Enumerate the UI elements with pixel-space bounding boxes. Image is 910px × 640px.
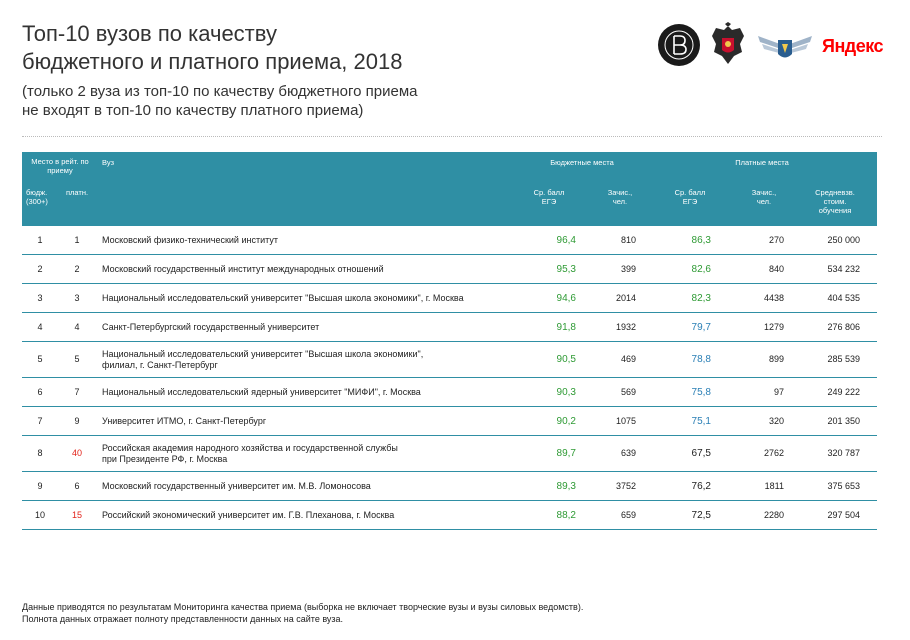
paid-admitted: 2280 (763, 509, 784, 520)
subtitle-line-1: (только 2 вуза из топ-10 по качеству бюджетного приема (22, 83, 418, 100)
header-paid-avg-score: Ср. балл ЕГЭ (674, 188, 706, 206)
avg-cost: 534 232 (827, 263, 860, 274)
rosobrnadzor-emblem-icon (756, 26, 814, 66)
header-budget-group: Бюджетные места (550, 158, 614, 167)
paid-rank: 4 (74, 321, 80, 332)
university-name (102, 255, 542, 283)
university-name-line-1: Российский экономический университет им. Г.В. Плеханова, г. Москва (102, 509, 395, 520)
budget-avg-score: 88,2 (556, 509, 576, 521)
paid-rank: 15 (71, 509, 82, 520)
university-name-line-2: при Президенте РФ, г. Москва (102, 453, 228, 464)
budget-avg-score: 89,7 (556, 448, 576, 459)
avg-cost: 249 222 (827, 386, 860, 397)
header-avg-cost: Средневзв. стоим. обучения (815, 188, 855, 215)
avg-cost: 276 806 (827, 321, 860, 332)
avg-cost: 297 504 (827, 509, 860, 520)
russian-emblem-icon (708, 22, 748, 68)
budget-rank: 10 (34, 509, 45, 520)
header-paid-admitted: Зачис., чел. (751, 188, 777, 206)
avg-cost: 250 000 (827, 234, 860, 245)
avg-cost: 320 787 (827, 448, 860, 458)
subtitle-line-2: не входят в топ-10 по качеству платного приема) (22, 102, 364, 119)
header-budget-avg-score: Ср. балл ЕГЭ (533, 188, 565, 206)
dotted-divider (22, 136, 882, 137)
budget-rank: 5 (37, 354, 43, 364)
budget-admitted: 1075 (615, 415, 636, 426)
budget-avg-score: 95,3 (556, 263, 576, 275)
budget-avg-score: 94,6 (556, 292, 576, 304)
header-budget-admitted: Зачис., чел. (607, 188, 633, 206)
university-name (102, 313, 542, 341)
budget-avg-score: 90,3 (556, 386, 576, 398)
header-paid-place: платн. (65, 188, 89, 197)
paid-rank: 7 (74, 386, 80, 397)
footnote-line-1: Данные приводятся по результатам Мониторинга качества приема (выборка не включает творческие вузы и вузы силовых ведомств). (22, 602, 584, 612)
table-row (22, 313, 877, 342)
budget-rank: 6 (37, 386, 43, 397)
university-name-line-2: филиал, г. Санкт-Петербург (102, 359, 218, 370)
university-name (102, 472, 542, 500)
table-row (22, 284, 877, 313)
budget-avg-score: 90,2 (556, 415, 576, 427)
budget-admitted: 639 (620, 448, 636, 458)
avg-cost: 375 653 (827, 480, 860, 491)
yandex-logo: Яндекс (822, 36, 884, 56)
table-row (22, 501, 877, 530)
page-title (22, 20, 582, 76)
table-header (22, 152, 877, 226)
paid-rank: 40 (71, 448, 82, 458)
budget-admitted: 2014 (615, 292, 636, 303)
paid-rank: 1 (74, 234, 80, 245)
university-name-line-1: Национальный исследовательский университет "Высшая школа экономики", г. Москва (102, 292, 464, 303)
logo-strip (650, 22, 900, 72)
budget-admitted: 3752 (615, 480, 636, 491)
avg-cost: 404 535 (827, 292, 860, 303)
budget-admitted: 569 (620, 386, 636, 397)
subtitle (22, 82, 582, 120)
table-row (22, 378, 877, 407)
paid-rank: 3 (74, 292, 80, 303)
university-name-line-1: Московский государственный университет им. М.В. Ломоносова (102, 480, 371, 491)
paid-avg-score: 82,6 (691, 263, 711, 275)
table-body (22, 226, 877, 530)
footnote (22, 601, 882, 625)
budget-avg-score: 96,4 (556, 234, 576, 246)
budget-rank: 9 (37, 480, 43, 491)
university-name-line-1: Университет ИТМО, г. Санкт-Петербург (102, 415, 267, 426)
table-row (22, 342, 877, 378)
paid-admitted: 97 (773, 386, 784, 397)
university-name (102, 501, 542, 529)
paid-avg-score: 78,8 (691, 354, 711, 365)
paid-admitted: 1811 (764, 480, 784, 491)
university-name-line-1: Национальный исследовательский университет "Высшая школа экономики", (102, 348, 424, 359)
university-name (102, 436, 542, 471)
budget-rank: 4 (37, 321, 43, 332)
university-name (102, 378, 542, 406)
paid-admitted: 2762 (763, 448, 784, 458)
ranking-table (22, 152, 877, 530)
table-row (22, 226, 877, 255)
paid-avg-score: 75,8 (691, 386, 711, 398)
paid-rank: 5 (74, 354, 80, 364)
paid-admitted: 1279 (763, 321, 784, 332)
paid-admitted: 320 (768, 415, 784, 426)
budget-admitted: 399 (620, 263, 636, 274)
footnote-line-2: Полнота данных отражает полноту представленности данных на сайте вуза. (22, 614, 344, 624)
table-row (22, 436, 877, 472)
budget-rank: 2 (37, 263, 43, 274)
table-row (22, 407, 877, 436)
title-line-2: бюджетного и платного приема, 2018 (22, 49, 403, 74)
university-name-line-1: Санкт-Петербургский государственный университет (102, 321, 320, 332)
university-name (102, 342, 542, 377)
budget-admitted: 1932 (615, 321, 636, 332)
paid-admitted: 270 (768, 234, 784, 245)
paid-admitted: 899 (768, 354, 784, 364)
paid-avg-score: 72,5 (691, 509, 711, 521)
table-row (22, 472, 877, 501)
paid-avg-score: 82,3 (691, 292, 711, 304)
paid-avg-score: 76,2 (691, 480, 711, 492)
budget-avg-score: 91,8 (556, 321, 576, 333)
paid-avg-score: 86,3 (691, 234, 711, 246)
hse-logo-icon (658, 24, 700, 66)
budget-admitted: 659 (620, 509, 636, 520)
title-line-1: Топ-10 вузов по качеству (22, 21, 277, 46)
paid-avg-score: 75,1 (691, 415, 711, 427)
university-name (102, 284, 542, 312)
paid-admitted: 4438 (763, 292, 784, 303)
budget-admitted: 469 (620, 354, 636, 364)
header-budget-place: бюдж. (300+) (26, 188, 48, 206)
university-name (102, 407, 542, 435)
budget-rank: 1 (37, 234, 43, 245)
paid-avg-score: 67,5 (691, 448, 711, 459)
paid-rank: 9 (74, 415, 80, 426)
header-place: Место в рейт. по приему (31, 157, 89, 175)
university-name (102, 226, 542, 254)
avg-cost: 201 350 (827, 415, 860, 426)
university-name-line-1: Московский государственный институт международных отношений (102, 263, 384, 274)
university-name-line-1: Российская академия народного хозяйства и государственной службы (102, 442, 398, 453)
budget-rank: 8 (37, 448, 43, 458)
university-name-line-1: Московский физико-технический институт (102, 234, 278, 245)
header-paid-group: Платные места (735, 158, 789, 167)
university-name-line-1: Национальный исследовательский ядерный университет "МИФИ", г. Москва (102, 386, 421, 397)
budget-avg-score: 89,3 (556, 480, 576, 492)
paid-admitted: 840 (768, 263, 784, 274)
budget-admitted: 810 (620, 234, 636, 245)
header-university: Вуз (102, 158, 115, 167)
budget-avg-score: 90,5 (556, 354, 576, 365)
paid-avg-score: 79,7 (691, 321, 711, 333)
paid-rank: 2 (74, 263, 80, 274)
table-row (22, 255, 877, 284)
budget-rank: 3 (37, 292, 43, 303)
budget-rank: 7 (37, 415, 43, 426)
paid-rank: 6 (74, 480, 80, 491)
avg-cost: 285 539 (827, 354, 860, 364)
